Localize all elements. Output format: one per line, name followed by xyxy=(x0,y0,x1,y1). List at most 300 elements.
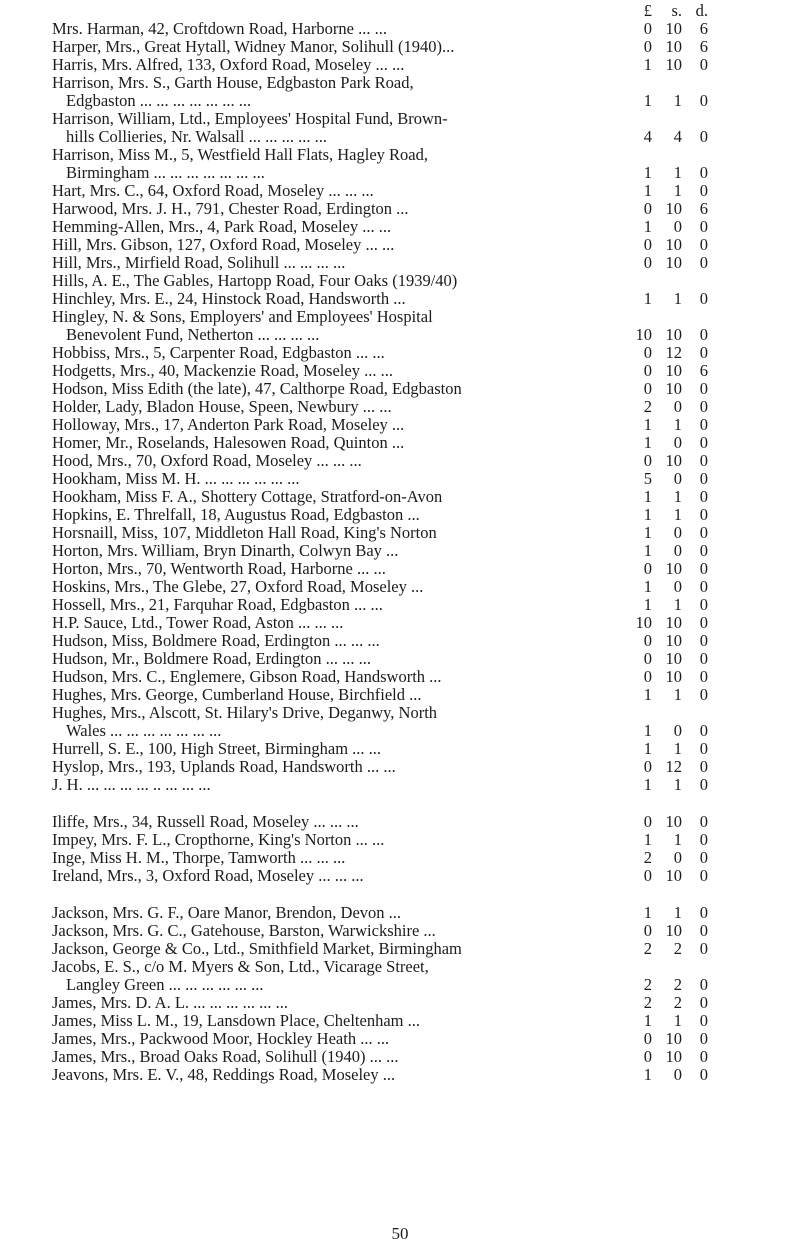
pence-value: 0 xyxy=(699,379,708,398)
pence-value: 0 xyxy=(699,487,708,506)
list-item xyxy=(52,596,772,614)
subscriber-name-line: Hobbiss, Mrs., 5, Carpenter Road, Edgbaston ... ... xyxy=(52,344,385,362)
amount xyxy=(52,200,772,218)
pence-value: 0 xyxy=(699,721,708,740)
pence-value: 0 xyxy=(699,559,708,578)
subscriber-name-line: H.P. Sauce, Ltd., Tower Road, Aston ... ... ... xyxy=(52,614,344,632)
list-item xyxy=(52,146,772,182)
subscriber-name-continuation: Langley Green ... ... ... ... ... ... xyxy=(66,975,264,994)
pence-value: 0 xyxy=(699,217,708,236)
pounds-value: 0 xyxy=(643,921,652,940)
pence-value: 6 xyxy=(699,19,708,38)
pounds-value: 1 xyxy=(643,163,652,182)
list-item xyxy=(52,362,772,380)
pounds-value: 1 xyxy=(643,775,652,794)
pounds-value: 0 xyxy=(643,37,652,56)
shillings-value: 10 xyxy=(665,451,682,470)
pounds-value: 1 xyxy=(643,181,652,200)
pounds-value: 10 xyxy=(635,613,652,632)
amount xyxy=(52,92,772,110)
shillings-value: 10 xyxy=(665,361,682,380)
pounds-value: 0 xyxy=(643,757,652,776)
pounds-value: 2 xyxy=(643,939,652,958)
pence-value: 0 xyxy=(699,921,708,940)
shillings-value: 1 xyxy=(673,903,682,922)
pounds-value: 0 xyxy=(643,361,652,380)
subscriber-name-line: Hills, A. E., The Gables, Hartopp Road, Four Oaks (1939/40) xyxy=(52,271,458,290)
shillings-value: 10 xyxy=(665,379,682,398)
amount xyxy=(52,722,772,740)
amount xyxy=(52,776,772,794)
pounds-value: 0 xyxy=(643,631,652,650)
subscriber-name-line: Holder, Lady, Bladon House, Speen, Newbury ... ... xyxy=(52,398,392,416)
pence-value: 6 xyxy=(699,37,708,56)
pounds-value: 1 xyxy=(643,289,652,308)
pence-value: 0 xyxy=(699,523,708,542)
amount xyxy=(52,813,772,831)
shillings-value: 10 xyxy=(665,19,682,38)
list-item xyxy=(52,740,772,758)
amount xyxy=(52,38,772,56)
subscriber-list xyxy=(52,20,772,1084)
subscriber-name-line: Hill, Mrs. Gibson, 127, Oxford Road, Moseley ... ... xyxy=(52,236,395,254)
subscriber-name-line: Homer, Mr., Roselands, Halesowen Road, Quinton ... xyxy=(52,434,405,452)
shillings-value: 2 xyxy=(673,939,682,958)
amount xyxy=(52,236,772,254)
list-item xyxy=(52,56,772,74)
shillings-value: 1 xyxy=(673,487,682,506)
pence-value: 0 xyxy=(699,595,708,614)
pence-value: 0 xyxy=(699,848,708,867)
list-item xyxy=(52,380,772,398)
pounds-value: 0 xyxy=(643,559,652,578)
pence-value: 0 xyxy=(699,1011,708,1030)
pounds-value: 0 xyxy=(643,451,652,470)
shillings-value: 2 xyxy=(673,975,682,994)
shillings-value: 1 xyxy=(673,289,682,308)
subscriber-name-continuation: Benevolent Fund, Netherton ... ... ... ... xyxy=(66,325,320,344)
pence-value: 0 xyxy=(699,289,708,308)
list-item xyxy=(52,236,772,254)
page-number: 50 xyxy=(391,1224,409,1243)
pence-value: 0 xyxy=(699,415,708,434)
pence-value: 0 xyxy=(699,903,708,922)
list-item xyxy=(52,38,772,56)
subscriber-name-line: Horton, Mrs., 70, Wentworth Road, Harborne ... ... xyxy=(52,560,386,578)
list-item xyxy=(52,813,772,831)
subscriber-name-line: Hughes, Mrs. George, Cumberland House, Birchfield ... xyxy=(52,686,422,704)
subscriber-name-line: Hodson, Miss Edith (the late), 47, Calthorpe Road, Edgbaston xyxy=(52,380,462,398)
pence-value: 0 xyxy=(699,343,708,362)
amount xyxy=(52,596,772,614)
pence-value: 0 xyxy=(699,541,708,560)
amount xyxy=(52,1066,772,1084)
pounds-value: 0 xyxy=(643,379,652,398)
pence-value: 0 xyxy=(699,866,708,885)
shillings-value: 1 xyxy=(673,505,682,524)
shillings-value: 10 xyxy=(665,812,682,831)
shillings-value: 0 xyxy=(673,217,682,236)
pence-header: d. xyxy=(695,1,708,20)
pence-value: 0 xyxy=(699,975,708,994)
subscriber-name-line: Harper, Mrs., Great Hytall, Widney Manor, Solihull (1940)... xyxy=(52,38,455,56)
pounds-value: 0 xyxy=(643,667,652,686)
shillings-value: 0 xyxy=(673,721,682,740)
amount xyxy=(52,904,772,922)
pounds-value: 0 xyxy=(643,649,652,668)
shillings-value: 0 xyxy=(673,541,682,560)
pounds-value: 1 xyxy=(643,830,652,849)
shillings-value: 10 xyxy=(665,649,682,668)
shillings-value: 10 xyxy=(665,921,682,940)
pounds-value: 1 xyxy=(643,487,652,506)
subscriber-name-line: Horsnaill, Miss, 107, Middleton Hall Road, King's Norton xyxy=(52,524,437,542)
amount xyxy=(52,506,772,524)
amount xyxy=(52,614,772,632)
subscriber-name-line: Hookham, Miss F. A., Shottery Cottage, Stratford-on-Avon xyxy=(52,488,443,506)
shillings-value: 10 xyxy=(665,325,682,344)
list-item xyxy=(52,344,772,362)
shillings-value: 2 xyxy=(673,993,682,1012)
pounds-value: 1 xyxy=(643,55,652,74)
list-item xyxy=(52,632,772,650)
list-item xyxy=(52,1048,772,1066)
shillings-header: s. xyxy=(671,1,682,20)
subscriber-name-line: Inge, Miss H. M., Thorpe, Tamworth ... ... ... xyxy=(52,849,346,867)
list-item xyxy=(52,200,772,218)
shillings-value: 1 xyxy=(673,415,682,434)
shillings-value: 10 xyxy=(665,253,682,272)
amount xyxy=(52,470,772,488)
subscriber-name-line: Hart, Mrs. C., 64, Oxford Road, Moseley ... ... ... xyxy=(52,182,374,200)
list-item xyxy=(52,614,772,632)
amount xyxy=(52,542,772,560)
list-item xyxy=(52,488,772,506)
subscriber-name-line: Jackson, Mrs. G. F., Oare Manor, Brendon, Devon ... xyxy=(52,904,402,922)
subscriber-name-line: Hinchley, Mrs. E., 24, Hinstock Road, Handsworth ... xyxy=(52,290,406,308)
shillings-value: 1 xyxy=(673,775,682,794)
subscriber-name-line: Jackson, George & Co., Ltd., Smithfield Market, Birmingham xyxy=(52,940,462,958)
subscriber-name-line: Hudson, Mr., Boldmere Road, Erdington ... ... ... xyxy=(52,650,371,668)
shillings-value: 0 xyxy=(673,397,682,416)
pence-value: 0 xyxy=(699,433,708,452)
pence-value: 0 xyxy=(699,685,708,704)
shillings-value: 1 xyxy=(673,163,682,182)
subscriber-name-line: Impey, Mrs. F. L., Cropthorne, King's Norton ... ... xyxy=(52,831,385,849)
pence-value: 0 xyxy=(699,613,708,632)
subscriber-name-line: Hudson, Miss, Boldmere Road, Erdington ... ... ... xyxy=(52,632,380,650)
pence-value: 0 xyxy=(699,91,708,110)
amount xyxy=(52,290,772,308)
amount xyxy=(52,218,772,236)
pence-value: 0 xyxy=(699,939,708,958)
subscriber-name-line: Hood, Mrs., 70, Oxford Road, Moseley ... ... ... xyxy=(52,452,362,470)
amount xyxy=(52,164,772,182)
pounds-value: 1 xyxy=(643,523,652,542)
pounds-value: 1 xyxy=(643,903,652,922)
list-item xyxy=(52,904,772,922)
subscriber-name-line: Harrison, Miss M., 5, Westfield Hall Flats, Hagley Road, xyxy=(52,145,428,164)
list-item xyxy=(52,254,772,272)
list-item xyxy=(52,704,772,740)
subscriber-name-line: Hemming-Allen, Mrs., 4, Park Road, Moseley ... ... xyxy=(52,218,392,236)
pence-value: 0 xyxy=(699,1065,708,1084)
pounds-value: 2 xyxy=(643,848,652,867)
shillings-value: 1 xyxy=(673,830,682,849)
pence-value: 6 xyxy=(699,361,708,380)
amount xyxy=(52,578,772,596)
list-item xyxy=(52,758,772,776)
pence-value: 0 xyxy=(699,451,708,470)
amount xyxy=(52,560,772,578)
pounds-value: 1 xyxy=(643,739,652,758)
subscriber-name-line: Jeavons, Mrs. E. V., 48, Reddings Road, Moseley ... xyxy=(52,1066,396,1084)
amount xyxy=(52,398,772,416)
pounds-value: 10 xyxy=(635,325,652,344)
list-item xyxy=(52,994,772,1012)
pounds-value: 2 xyxy=(643,975,652,994)
amount xyxy=(52,416,772,434)
pence-value: 0 xyxy=(699,649,708,668)
amount xyxy=(52,452,772,470)
subscriber-name-line: Harwood, Mrs. J. H., 791, Chester Road, Erdington ... xyxy=(52,200,409,218)
subscriber-name-line: Hudson, Mrs. C., Englemere, Gibson Road, Handsworth ... xyxy=(52,668,442,686)
amount xyxy=(52,867,772,885)
amount xyxy=(52,632,772,650)
subscriber-name-line: Harrison, William, Ltd., Employees' Hospital Fund, Brown- xyxy=(52,109,448,128)
shillings-value: 10 xyxy=(665,1029,682,1048)
pence-value: 0 xyxy=(699,55,708,74)
subscriber-name-line: Hookham, Miss M. H. ... ... ... ... ... ... xyxy=(52,470,300,488)
pounds-value: 2 xyxy=(643,993,652,1012)
pounds-value: 0 xyxy=(643,19,652,38)
list-item xyxy=(52,922,772,940)
subscriber-name-line: Jacobs, E. S., c/o M. Myers & Son, Ltd., Vicarage Street, xyxy=(52,957,429,976)
amount xyxy=(52,922,772,940)
subscriber-name-line: Hurrell, S. E., 100, High Street, Birmingham ... ... xyxy=(52,740,382,758)
pounds-value: 4 xyxy=(643,127,652,146)
shillings-value: 10 xyxy=(665,199,682,218)
list-item xyxy=(52,398,772,416)
subscriber-name-line: Jackson, Mrs. G. C., Gatehouse, Barston, Warwickshire ... xyxy=(52,922,436,940)
amount xyxy=(52,940,772,958)
pounds-value: 0 xyxy=(643,1029,652,1048)
pounds-value: 2 xyxy=(643,397,652,416)
list-item xyxy=(52,182,772,200)
list-item xyxy=(52,110,772,146)
amount xyxy=(52,994,772,1012)
shillings-value: 10 xyxy=(665,37,682,56)
pounds-value: 1 xyxy=(643,577,652,596)
list-item xyxy=(52,434,772,452)
pounds-value: 1 xyxy=(643,595,652,614)
pounds-value: 1 xyxy=(643,1065,652,1084)
list-item xyxy=(52,416,772,434)
pounds-header: £ xyxy=(643,1,652,20)
pence-value: 0 xyxy=(699,253,708,272)
shillings-value: 10 xyxy=(665,559,682,578)
list-item xyxy=(52,849,772,867)
subscriber-name-line: Horton, Mrs. William, Bryn Dinarth, Colwyn Bay ... xyxy=(52,542,399,560)
shillings-value: 0 xyxy=(673,523,682,542)
shillings-value: 1 xyxy=(673,181,682,200)
subscriber-name-line: J. H. ... ... ... ... .. ... ... ... xyxy=(52,776,211,794)
list-item xyxy=(52,524,772,542)
shillings-value: 1 xyxy=(673,685,682,704)
pounds-value: 0 xyxy=(643,199,652,218)
subscriber-name-line: Harrison, Mrs. S., Garth House, Edgbaston Park Road, xyxy=(52,73,414,92)
amount xyxy=(52,344,772,362)
shillings-value: 1 xyxy=(673,739,682,758)
pence-value: 0 xyxy=(699,235,708,254)
pence-value: 0 xyxy=(699,163,708,182)
pounds-value: 5 xyxy=(643,469,652,488)
pence-value: 0 xyxy=(699,1029,708,1048)
subscriber-name-line: Ireland, Mrs., 3, Oxford Road, Moseley ... ... ... xyxy=(52,867,364,885)
pence-value: 0 xyxy=(699,127,708,146)
amount xyxy=(52,976,772,994)
subscriber-name-line: Iliffe, Mrs., 34, Russell Road, Moseley ... ... ... xyxy=(52,813,359,831)
subscriber-name-line: Holloway, Mrs., 17, Anderton Park Road, Moseley ... xyxy=(52,416,405,434)
shillings-value: 10 xyxy=(665,613,682,632)
subscriber-name-line: Hughes, Mrs., Alscott, St. Hilary's Drive, Deganwy, North xyxy=(52,703,438,722)
shillings-value: 0 xyxy=(673,1065,682,1084)
pounds-value: 1 xyxy=(643,217,652,236)
list-item xyxy=(52,560,772,578)
shillings-value: 12 xyxy=(665,757,682,776)
pounds-value: 1 xyxy=(643,1011,652,1030)
list-item xyxy=(52,650,772,668)
pence-value: 0 xyxy=(699,757,708,776)
shillings-value: 0 xyxy=(673,577,682,596)
pounds-value: 1 xyxy=(643,433,652,452)
pence-value: 0 xyxy=(699,775,708,794)
shillings-value: 10 xyxy=(665,235,682,254)
amount xyxy=(52,380,772,398)
amount xyxy=(52,56,772,74)
shillings-value: 0 xyxy=(673,469,682,488)
list-item xyxy=(52,940,772,958)
list-item xyxy=(52,470,772,488)
subscriber-name-continuation: Birmingham ... ... ... ... ... ... ... xyxy=(66,163,265,182)
pounds-value: 0 xyxy=(643,866,652,885)
pence-value: 0 xyxy=(699,469,708,488)
list-item xyxy=(52,1012,772,1030)
shillings-value: 10 xyxy=(665,1047,682,1066)
shillings-value: 0 xyxy=(673,848,682,867)
pence-value: 0 xyxy=(699,505,708,524)
amount xyxy=(52,326,772,344)
shillings-value: 10 xyxy=(665,55,682,74)
shillings-value: 10 xyxy=(665,866,682,885)
subscriber-name-continuation: Wales ... ... ... ... ... ... ... xyxy=(66,721,222,740)
amount xyxy=(52,650,772,668)
pounds-value: 0 xyxy=(643,343,652,362)
pence-value: 0 xyxy=(699,830,708,849)
list-item xyxy=(52,290,772,308)
shillings-value: 1 xyxy=(673,1011,682,1030)
subscriber-name-continuation: hills Collieries, Nr. Walsall ... ... ... ... ... xyxy=(66,127,327,146)
pounds-value: 1 xyxy=(643,685,652,704)
amount xyxy=(52,1048,772,1066)
amount xyxy=(52,182,772,200)
pounds-value: 1 xyxy=(643,721,652,740)
amount xyxy=(52,20,772,38)
list-item xyxy=(52,74,772,110)
pence-value: 0 xyxy=(699,577,708,596)
pence-value: 0 xyxy=(699,181,708,200)
amount xyxy=(52,831,772,849)
list-item xyxy=(52,578,772,596)
amount xyxy=(52,849,772,867)
amount xyxy=(52,668,772,686)
pounds-value: 1 xyxy=(643,505,652,524)
shillings-value: 10 xyxy=(665,631,682,650)
subscriber-name-line: James, Mrs. D. A. L. ... ... ... ... ... ... xyxy=(52,994,289,1012)
list-item xyxy=(52,867,772,885)
shillings-value: 10 xyxy=(665,667,682,686)
pence-value: 0 xyxy=(699,1047,708,1066)
list-item xyxy=(52,452,772,470)
shillings-value: 4 xyxy=(673,127,682,146)
pounds-value: 1 xyxy=(643,415,652,434)
amount xyxy=(52,524,772,542)
subscriber-name-line: Hyslop, Mrs., 193, Uplands Road, Handsworth ... ... xyxy=(52,758,396,776)
pence-value: 0 xyxy=(699,325,708,344)
pence-value: 0 xyxy=(699,993,708,1012)
amount xyxy=(52,758,772,776)
list-item xyxy=(52,218,772,236)
subscriber-name-line: James, Miss L. M., 19, Lansdown Place, Cheltenham ... xyxy=(52,1012,420,1030)
subscriber-name-line: Hingley, N. & Sons, Employers' and Employees' Hospital xyxy=(52,307,433,326)
amount xyxy=(52,254,772,272)
subscriber-name-line: Mrs. Harman, 42, Croftdown Road, Harborne ... ... xyxy=(52,20,387,38)
pounds-value: 0 xyxy=(643,235,652,254)
subscriber-name-continuation: Edgbaston ... ... ... ... ... ... ... xyxy=(66,91,252,110)
shillings-value: 12 xyxy=(665,343,682,362)
pence-value: 6 xyxy=(699,199,708,218)
list-item xyxy=(52,542,772,560)
pounds-value: 0 xyxy=(643,1047,652,1066)
amount xyxy=(52,128,772,146)
subscriber-name-line: Hodgetts, Mrs., 40, Mackenzie Road, Moseley ... ... xyxy=(52,362,393,380)
subscriber-name-line: Hossell, Mrs., 21, Farquhar Road, Edgbaston ... ... xyxy=(52,596,383,614)
shillings-value: 1 xyxy=(673,91,682,110)
currency-header xyxy=(0,2,800,20)
subscriber-name-line: James, Mrs., Packwood Moor, Hockley Heath ... ... xyxy=(52,1030,390,1048)
list-item xyxy=(52,20,772,38)
pounds-value: 1 xyxy=(643,91,652,110)
amount xyxy=(52,740,772,758)
list-item xyxy=(52,686,772,704)
list-item xyxy=(52,272,772,290)
subscriber-name-line: Hill, Mrs., Mirfield Road, Solihull ... ... ... ... xyxy=(52,254,346,272)
amount xyxy=(52,362,772,380)
subscriber-name xyxy=(52,272,624,290)
list-item xyxy=(52,1030,772,1048)
pounds-value: 0 xyxy=(643,812,652,831)
pounds-value: 1 xyxy=(643,541,652,560)
list-item xyxy=(52,958,772,994)
amount xyxy=(52,1030,772,1048)
pounds-value: 0 xyxy=(643,253,652,272)
list-item xyxy=(52,1066,772,1084)
amount xyxy=(52,488,772,506)
subscriber-name-line: Harris, Mrs. Alfred, 133, Oxford Road, Moseley ... ... xyxy=(52,56,405,74)
subscriber-name-line: Hopkins, E. Threlfall, 18, Augustus Road, Edgbaston ... xyxy=(52,506,420,524)
subscriber-name-line: James, Mrs., Broad Oaks Road, Solihull (1940) ... ... xyxy=(52,1048,399,1066)
pence-value: 0 xyxy=(699,631,708,650)
